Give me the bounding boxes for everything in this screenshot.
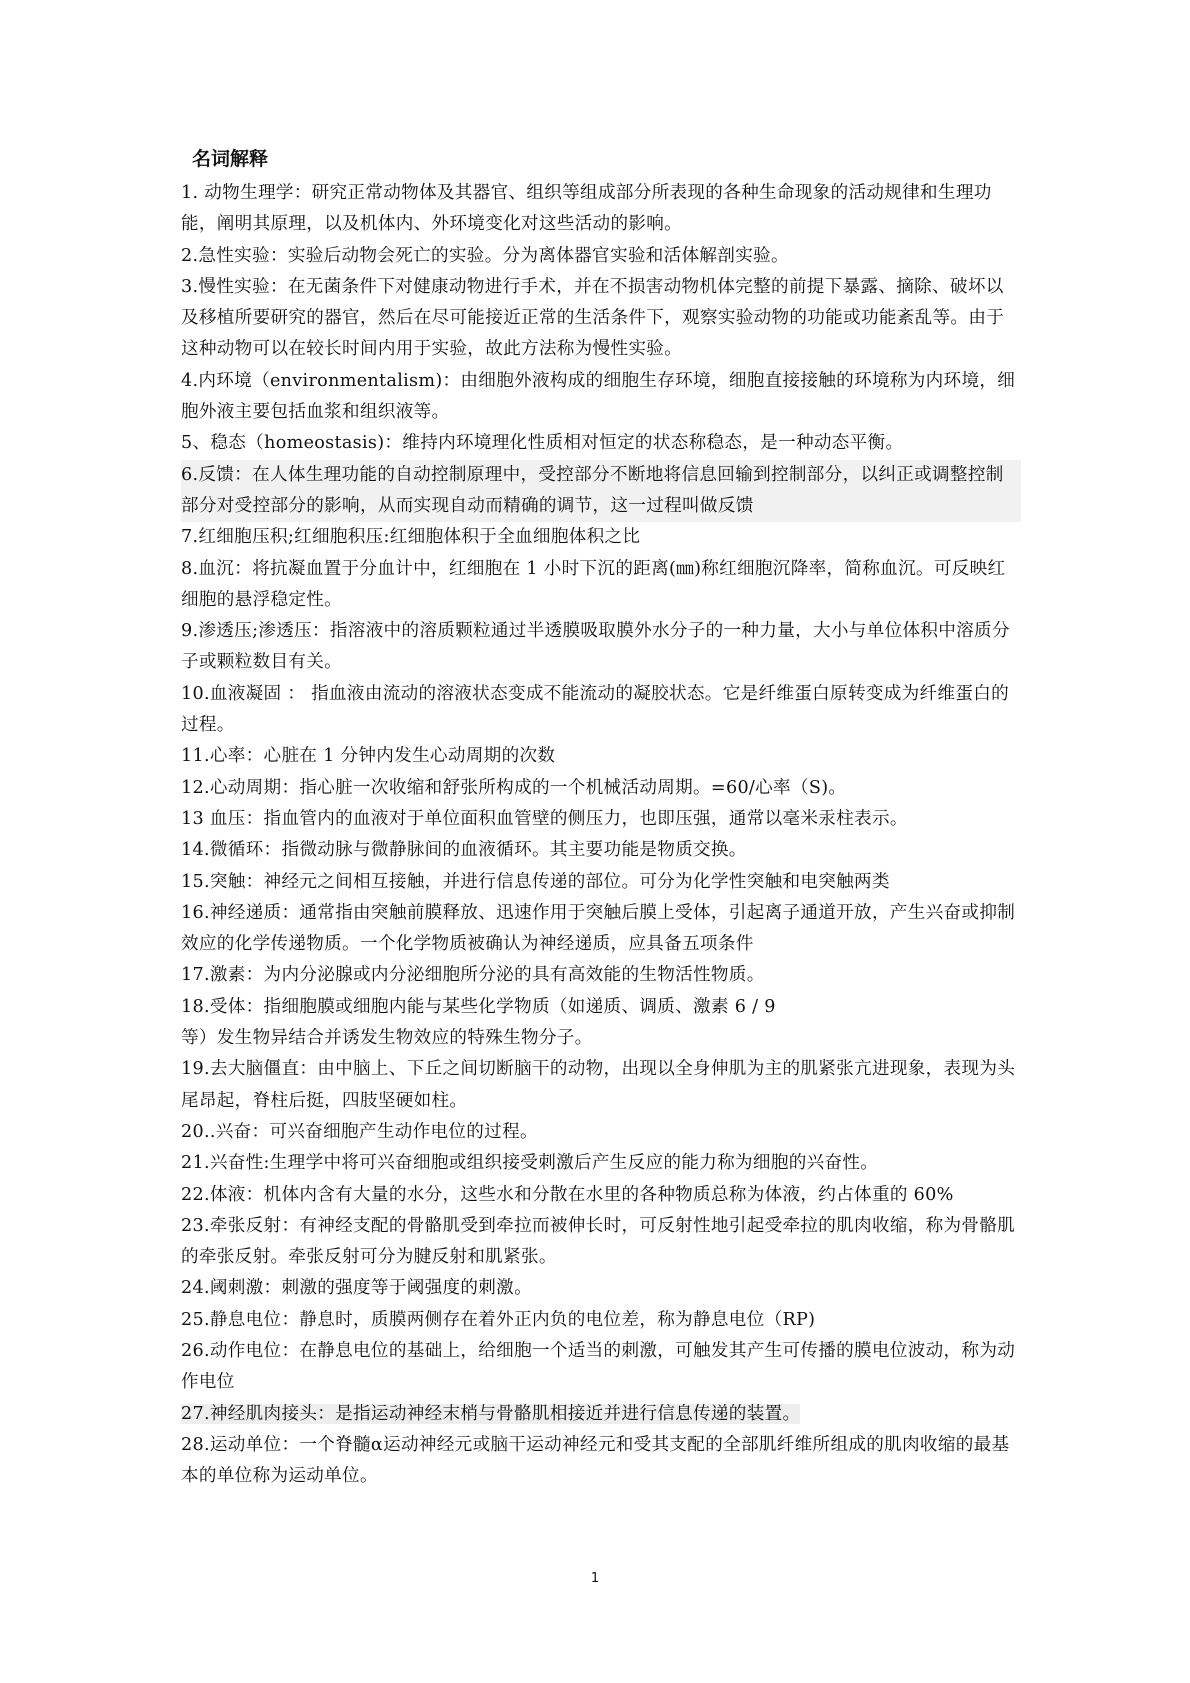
page-number: 1 bbox=[590, 1571, 600, 1586]
glossary-entry-27-line bbox=[181, 1399, 1021, 1430]
glossary-entry-9: 9.渗透压;渗透压：指溶液中的溶质颗粒通过半透膜吸取膜外水分子的一种力量，大小与单位体积中溶质分子或颗粒数目有关。 bbox=[181, 621, 1010, 673]
glossary-entry-14: 14.微循环：指微动脉与微静脉间的血液循环。其主要功能是物质交换。 bbox=[181, 840, 747, 861]
glossary-entry-6: 6.反馈：在人体生理功能的自动控制原理中，受控部分不断地将信息回输到控制部分，以纠正或调整控制部分对受控部分的影响，从而实现自动而精确的调节，这一过程叫做反馈 bbox=[181, 460, 1021, 523]
glossary-entry-16: 16.神经递质：通常指由突触前膜释放、迅速作用于突触后膜上受体，引起离子通道开放，产生兴奋或抑制效应的化学传递物质。一个化学物质被确认为神经递质，应具备五项条件 bbox=[181, 902, 1016, 955]
glossary-entry-27: 27.神经肌肉接头：是指运动神经末梢与骨骼肌相接近并进行信息传递的装置。 bbox=[181, 1403, 801, 1424]
glossary-entry-13: 13 血压：指血管内的血液对于单位面积血管壁的侧压力，也即压强，通常以毫米汞柱表示。 bbox=[181, 808, 908, 829]
glossary-entry-28: 28.运动单位：一个脊髓α运动神经元或脑干运动神经元和受其支配的全部肌纤维所组成的肌肉收缩的最基本的单位称为运动单位。 bbox=[181, 1434, 1010, 1487]
glossary-entry-22: 22.体液：机体内含有大量的水分，这些水和分散在水里的各种物质总称为体液，约占体重的 60% bbox=[181, 1184, 954, 1205]
glossary-entry-12: 12.心动周期：指心脏一次收缩和舒张所构成的一个机械活动周期。=60/心率（S)。 bbox=[181, 777, 847, 798]
glossary-entry-18-continued: 等）发生物异结合并诱发生物效应的特殊生物分子。 bbox=[181, 1028, 593, 1049]
glossary-entry-17: 17.激素：为内分泌腺或内分泌细胞所分泌的具有高效能的生物活性物质。 bbox=[181, 965, 765, 986]
section-title: 名词解释 bbox=[192, 148, 269, 170]
glossary-entry-2: 2.急性实验：实验后动物会死亡的实验。分为离体器官实验和活体解剖实验。 bbox=[181, 245, 789, 266]
glossary-entry-24: 24.阈刺激：刺激的强度等于阈强度的刺激。 bbox=[181, 1278, 532, 1299]
glossary-entry-11: 11.心率：心脏在 1 分钟内发生心动周期的次数 bbox=[181, 746, 556, 767]
glossary-entry-8: 8.血沉：将抗凝血置于分血计中，红细胞在 1 小时下沉的距离(㎜)称红细胞沉降率，简称血沉。可反映红细胞的悬浮稳定性。 bbox=[181, 558, 1006, 610]
glossary-entry-23: 23.牵张反射：有神经支配的骨骼肌受到牵拉而被伸长时，可反射性地引起受牵拉的肌肉收缩，称为骨骼肌的牵张反射。牵张反射可分为腱反射和肌紧张。 bbox=[181, 1215, 1016, 1268]
glossary-entry-20: 20..兴奋：可兴奋细胞产生动作电位的过程。 bbox=[181, 1121, 538, 1142]
glossary-entry-26: 26.动作电位：在静息电位的基础上，给细胞一个适当的刺激，可触发其产生可传播的膜电位波动，称为动作电位 bbox=[181, 1340, 1016, 1393]
glossary-entry-10: 10.血液凝固 ： 指血液由流动的溶液状态变成不能流动的凝胶状态。它是纤维蛋白原转变成为纤维蛋白的过程。 bbox=[181, 683, 1009, 736]
glossary-entry-1: 1. 动物生理学：研究正常动物体及其器官、组织等组成部分所表现的各种生命现象的活动规律和生理功能，阐明其原理，以及机体内、外环境变化对这些活动的影响。 bbox=[181, 183, 992, 235]
glossary-entry-5: 5、稳态（homeostasis)：维持内环境理化性质相对恒定的状态称稳态，是一种动态平衡。 bbox=[181, 433, 904, 454]
glossary-entry-25: 25.静息电位：静息时，质膜两侧存在着外正内负的电位差，称为静息电位（RP) bbox=[181, 1309, 816, 1330]
glossary-list bbox=[181, 178, 1021, 1492]
glossary-entry-21: 21.兴奋性:生理学中将可兴奋细胞或组织接受刺激后产生反应的能力称为细胞的兴奋性。 bbox=[181, 1153, 879, 1174]
glossary-entry-18: 18.受体：指细胞膜或细胞内能与某些化学物质（如递质、调质、激素 6 / 9 bbox=[181, 996, 776, 1017]
glossary-entry-4: 4.内环境（environmentalism)：由细胞外液构成的细胞生存环境，细胞直接接触的环境称为内环境，细胞外液主要包括血浆和组织液等。 bbox=[181, 370, 1016, 423]
glossary-entry-3: 3.慢性实验：在无菌条件下对健康动物进行手术，并在不损害动物机体完整的前提下暴露、摘除、破坏以及移植所要研究的器官，然后在尽可能接近正常的生活条件下，观察实验动物的功能或功能紊乱等。由于这种动物可以在较长时间内用于实验，故此方法称为慢性实验。 bbox=[181, 276, 1005, 360]
glossary-entry-15: 15.突触：神经元之间相互接触，并进行信息传递的部位。可分为化学性突触和电突触两类 bbox=[181, 871, 890, 892]
glossary-entry-19: 19.去大脑僵直：由中脑上、下丘之间切断脑干的动物，出现以全身伸肌为主的肌紧张亢进现象，表现为头尾昂起，脊柱后挺，四肢坚硬如柱。 bbox=[181, 1059, 1016, 1111]
glossary-entry-7: 7.红细胞压积;红细胞积压:红细胞体积于全血细胞体积之比 bbox=[181, 527, 641, 548]
